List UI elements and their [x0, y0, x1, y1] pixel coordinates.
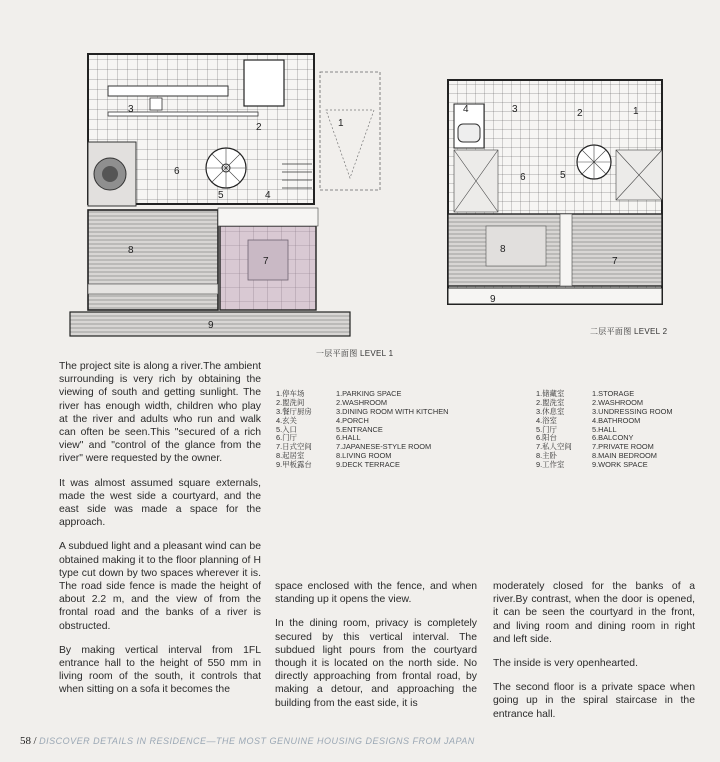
legend-item: 9.DECK TERRACE [336, 460, 400, 470]
legend-item: 7.日式空间 [276, 442, 312, 452]
l2-room-number-4: 4 [463, 104, 469, 115]
legend-level1-chinese [276, 390, 312, 470]
legend-item: 6.阳台 [536, 433, 557, 443]
legend-item: 3.餐厅厨房 [276, 406, 312, 416]
l1-room-number-4: 4 [265, 190, 271, 201]
legend-item: 1.STORAGE [592, 389, 635, 398]
legend-item: 1.PARKING SPACE [336, 389, 402, 398]
legend-item: 4.玄关 [276, 415, 297, 425]
body-paragraph: The second floor is a private space when going up in the spiral staircase in the entrance hall. [493, 682, 695, 720]
legend-item: 5.ENTRANCE [336, 424, 383, 434]
l2-room-number-1: 1 [633, 106, 639, 117]
legend-level2-chinese [536, 390, 572, 470]
courtyard [88, 142, 136, 206]
legend-item: 7.私人空间 [536, 442, 572, 452]
legend-item: 9.WORK SPACE [592, 460, 648, 470]
legend-level1-english [336, 390, 449, 470]
legend-item: 3.DINING ROOM WITH KITCHEN [336, 406, 449, 416]
level2-caption: 二层平面图 LEVEL 2 [590, 327, 668, 336]
l1-room-number-1: 1 [338, 118, 344, 129]
l2-room-number-5: 5 [560, 170, 566, 181]
legend-item: 2.盥洗间 [276, 397, 305, 407]
l2-room-number-6: 6 [520, 172, 526, 183]
page-number: 58 [20, 735, 31, 747]
l2-room-number-2: 2 [577, 108, 583, 119]
l2-room-number-8: 8 [500, 244, 506, 255]
legend-item: 8.LIVING ROOM [336, 451, 392, 461]
level1-floor-plan [58, 50, 388, 345]
intro-paragraph: By making vertical interval from 1FL entrance hall to the height of 550 mm in living room of the south, it controls that when sitting on a sofa it becomes the [59, 644, 261, 696]
intro-paragraph: It was almost assumed square externals, made the west side a courtyard, and the east side was made a space for the approach. [59, 477, 261, 529]
intro-text [59, 360, 261, 708]
l1-room-number-6: 6 [174, 166, 180, 177]
legend-item: 4.PORCH [336, 415, 369, 425]
legend-item: 9.甲板露台 [276, 460, 312, 470]
legend-item: 2.WASHROOM [336, 397, 388, 407]
legend-item: 6.BALCONY [592, 433, 634, 443]
l2-room-number-9: 9 [490, 294, 496, 305]
l2-room-number-3: 3 [512, 104, 518, 115]
spiral-staircase [206, 148, 246, 188]
legend-item: 8.主卧 [536, 451, 557, 461]
l1-room-number-8: 8 [128, 245, 134, 256]
intro-paragraph: The project site is along a river.The ambient surrounding is very rich by obtaining the viewing of south and getting sunlight. The river has enough width, children who play at the river and adults who run and walk can often be seen.This "secured of a rich view" and "control of the glance from the river" were requested by the owner. [59, 361, 261, 465]
intro-paragraph: A subdued light and a pleasant wind can be obtained making it to the floor planning of H type cut down by two spaces wherever it is. The road side fence is made the height of about 2.2 m, and the view of from the frontal road and the banks of a river is obstructed. [59, 541, 261, 632]
legend-item: 8.MAIN BEDROOM [592, 451, 657, 461]
legend-item: 4.浴室 [536, 415, 557, 425]
legend-item: 1.储藏室 [536, 389, 565, 398]
l1-room-number-9: 9 [208, 320, 214, 331]
legend-item: 2.WASHROOM [592, 397, 644, 407]
legend-item: 7.PRIVATE ROOM [592, 442, 654, 452]
level1-caption: 一层平面图 LEVEL 1 [316, 349, 394, 358]
legend-item: 3.UNDRESSING ROOM [592, 406, 673, 416]
legend-item: 5.门厅 [536, 424, 557, 434]
l1-room-number-2: 2 [256, 122, 262, 133]
l1-room-number-7: 7 [263, 256, 269, 267]
l2-room-number-7: 7 [612, 256, 618, 267]
legend-item: 6.门厅 [276, 433, 297, 443]
footer-separator: / [33, 735, 37, 747]
legend-item: 3.休息室 [536, 406, 565, 416]
legend-item: 5.入口 [276, 424, 297, 434]
l1-room-number-5: 5 [218, 190, 224, 201]
body-column-2 [275, 580, 477, 721]
l1-room-number-3: 3 [128, 104, 134, 115]
body-paragraph: space enclosed with the fence, and when standing up it opens the view. [275, 581, 477, 606]
parking-space [320, 72, 380, 190]
page-footer [20, 735, 475, 747]
body-paragraph: moderately closed for the banks of a river.By contrast, when the door is opened, it can be seen the courtyard in the front, and living room and dining room in right and left side. [493, 581, 695, 645]
body-paragraph: In the dining room, privacy is completely secured by this vertical interval. The subdued light pours from the courtyard though it is located on the north side. No directly approaching from frontal road, by making a detour, and approaching the building from the east side, it is [275, 618, 477, 709]
legend-item: 1.停车场 [276, 389, 305, 398]
body-column-3 [493, 580, 695, 732]
legend-item: 6.HALL [336, 433, 361, 443]
body-paragraph: The inside is very openhearted. [493, 658, 638, 670]
legend-item: 4.BATHROOM [592, 415, 641, 425]
legend-item: 5.HALL [592, 424, 617, 434]
running-title: DISCOVER DETAILS IN RESIDENCE—THE MOST GENUINE HOUSING DESIGNS FROM JAPAN [39, 736, 475, 746]
level2-floor-plan [440, 76, 670, 324]
legend-item: 8.起居室 [276, 451, 305, 461]
legend-item: 7.JAPANESE-STYLE ROOM [336, 442, 432, 452]
legend-item: 9.工作室 [536, 460, 565, 470]
legend-item: 2.盥洗室 [536, 397, 565, 407]
legend-level2-english [592, 390, 673, 470]
